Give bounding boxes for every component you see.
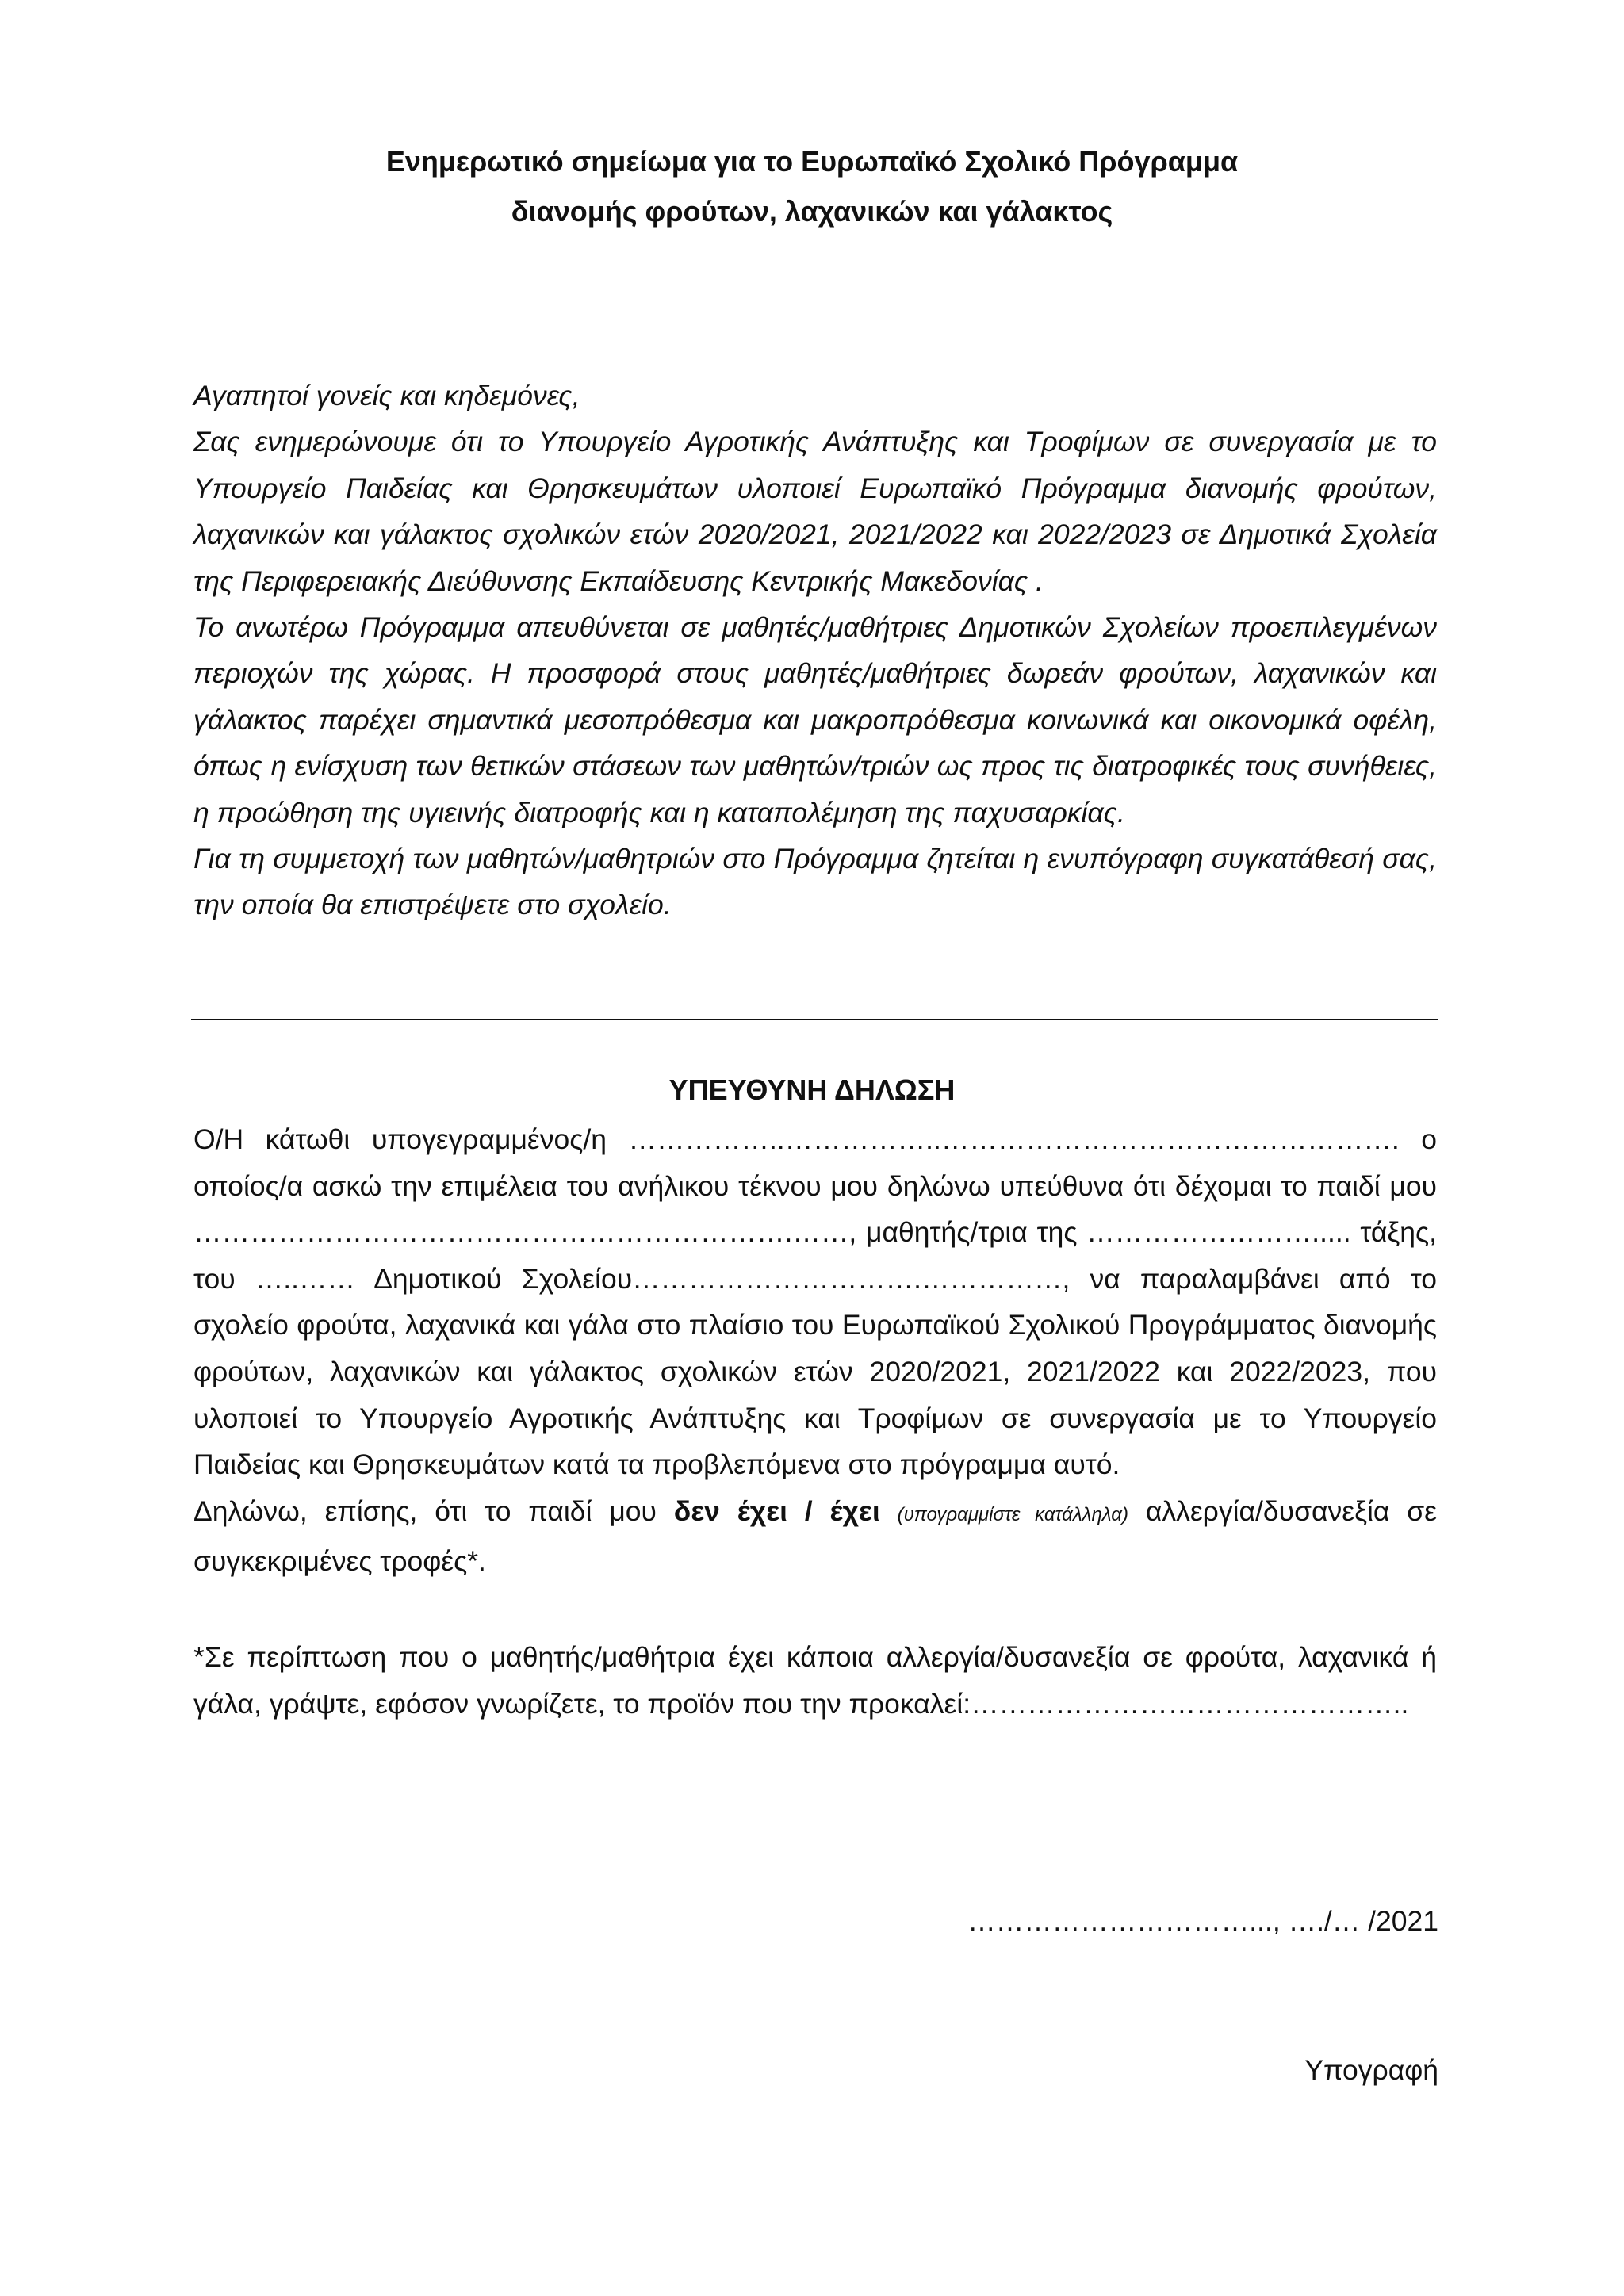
- title-line-2: διανομής φρούτων, λαχανικών και γάλακτος: [511, 195, 1113, 228]
- allergy-choice: δεν έχει / έχει: [673, 1494, 880, 1527]
- title-line-1: Ενημερωτικό σημείωμα για το Ευρωπαϊκό Σχολικό Πρόγραμμα: [385, 145, 1239, 178]
- allergy-footnote: *Σε περίπτωση που ο μαθητής/μαθήτρια έχει κάποια αλλεργία/δυσανεξία σε φρούτα, λαχανικά ή γάλα, γράψτε, εφόσον γνωρίζετε, το προϊόν που την προκαλεί:………………………………………..: [193, 1640, 1437, 1720]
- document-title: [0, 136, 1624, 236]
- letter-paragraph-2: Το ανωτέρω Πρόγραμμα απευθύνεται σε μαθητές/μαθήτριες Δημοτικών Σχολείων προεπιλεγμένων περιοχών της χώρας. Η προσφορά στους μαθητές/μαθήτριες δωρεάν φρούτων, λαχανικών και γάλακτος παρέχει σημαντικά μεσοπρόθεσμα και μακροπρόθεσμα κοινωνικά και οικονομικά οφέλη, όπως η ενίσχυση των θετικών στάσεων των μαθητών/τριών ως προς τις διατροφικές τους συνήθειες, η προώθηση της υγιεινής διατροφής και η καταπολέμηση της παχυσαρκίας.: [193, 611, 1437, 828]
- declaration-title: ΥΠΕΥΘΥΝΗ ΔΗΛΩΣΗ: [668, 1073, 956, 1106]
- paragraph-gap: [193, 1585, 1437, 1634]
- declaration-section: [193, 1116, 1437, 1727]
- place-date-field: …………………………..., …./… /2021: [967, 1905, 1438, 1937]
- section-divider: [191, 1019, 1438, 1020]
- allergy-hint: (υπογραμμίστε κατάλληλα): [897, 1503, 1128, 1525]
- allergy-statement: [193, 1488, 1437, 1585]
- signature-label: Υπογραφή: [1304, 2054, 1438, 2086]
- letter-greeting: Αγαπητοί γονείς και κηδεμόνες,: [193, 380, 580, 411]
- letter-paragraph-1: Σας ενημερώνουμε ότι το Υπουργείο Αγροτικής Ανάπτυξης και Τροφίμων σε συνεργασία με το Υπουργείο Παιδείας και Θρησκευμάτων υλοποιεί Ευρωπαϊκό Πρόγραμμα διανομής φρούτων, λαχανικών και γάλακτος σχολικών ετών 2020/2021, 2021/2022 και 2022/2023 σε Δημοτικά Σχολεία της Περιφερειακής Διεύθυνσης Εκπαίδευσης Κεντρικής Μακεδονίας .: [193, 426, 1437, 597]
- allergy-suffix: αλλεργία/δυσανεξία σε συγκεκριμένες τροφές*.: [193, 1494, 1437, 1578]
- parent-letter: [193, 373, 1437, 928]
- letter-paragraph-3: Για τη συμμετοχή των μαθητών/μαθητριών στο Πρόγραμμα ζητείται η ενυπόγραφη συγκατάθεσή σας, την οποία θα επιστρέψετε στο σχολείο.: [193, 843, 1437, 921]
- allergy-prefix: Δηλώνω, επίσης, ότι το παιδί μου: [193, 1494, 674, 1527]
- declaration-body: Ο/Η κάτωθι υπογεγραμμένος/η ……………..……………..…………………………………………. ο οποίος/α ασκώ την επιμέλεια του ανήλικου τέκνου μου δηλώνω υπεύθυνα ότι δέχομαι το παιδί μου ……………………………………………………….……, μαθητής/τρια της ……………………..... τάξης, του …..…… Δημοτικού Σχολείου………………………….……………, να παραλαμβάνει από το σχολείο φρούτα, λαχανικά και γάλα στο πλαίσιο του Ευρωπαϊκού Σχολικού Προγράμματος διανομής φρούτων, λαχανικών και γάλακτος σχολικών ετών 2020/2021, 2021/2022 και 2022/2023, που υλοποιεί το Υπουργείο Αγροτικής Ανάπτυξης και Τροφίμων σε συνεργασία με το Υπουργείο Παιδείας και Θρησκευμάτων κατά τα προβλεπόμενα στο πρόγραμμα αυτό.: [193, 1123, 1437, 1481]
